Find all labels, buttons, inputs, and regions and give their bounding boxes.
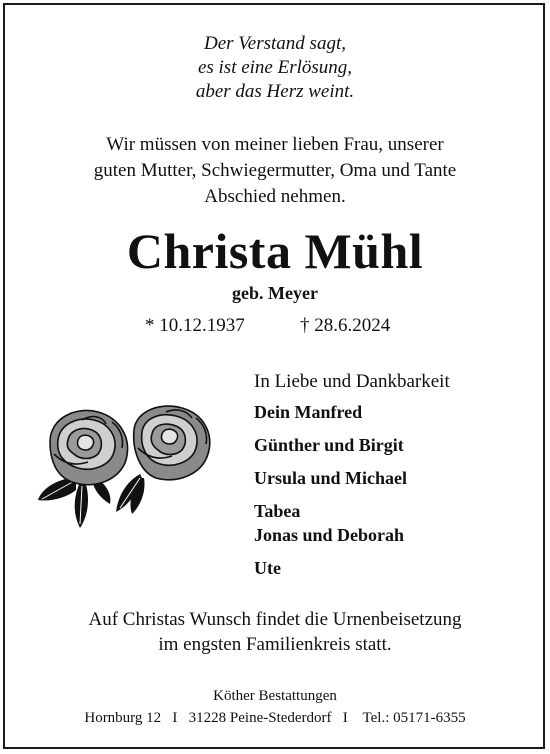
funeral-home — [0, 686, 550, 728]
intro-line: Abschied nehmen. — [204, 186, 346, 207]
quote-line: aber das Herz weint. — [195, 81, 355, 102]
intro-line: Wir müssen von meiner lieben Frau, unserer — [106, 134, 444, 155]
quote — [0, 32, 550, 104]
mourner-name: Jonas und Deborah — [254, 525, 405, 545]
closing-text — [0, 607, 550, 657]
intro-line: guten Mutter, Schwiegermutter, Oma und Tante — [93, 160, 457, 181]
roses-illustration — [36, 400, 226, 537]
quote-line: es ist eine Erlösung, — [197, 57, 353, 78]
funeral-home-name: Köther Bestattungen — [213, 688, 337, 704]
mourners-list — [254, 370, 450, 580]
intro-text — [0, 132, 550, 210]
birth-date: * 10.12.1937 — [145, 315, 245, 336]
mourner-name: Ursula und Michael — [254, 468, 408, 488]
roses-icon — [36, 400, 226, 532]
closing-line: im engsten Familienkreis statt. — [158, 634, 392, 655]
mourner-name: Dein Manfred — [254, 402, 363, 422]
mourners-intro: In Liebe und Dankbarkeit — [254, 371, 450, 392]
quote-line: Der Verstand sagt, — [204, 33, 346, 54]
funeral-home-address: Hornburg 12 I 31228 Peine-Stederdorf I Tel.: 05171-6355 — [84, 710, 466, 726]
deceased-name: Christa Mühl — [126, 223, 424, 279]
maiden-name: geb. Meyer — [232, 283, 318, 303]
mourner-name: Ute — [254, 558, 281, 578]
death-date: † 28.6.2024 — [300, 315, 391, 336]
closing-line: Auf Christas Wunsch findet die Urnenbeisetzung — [88, 609, 462, 630]
mourner-name: Tabea — [254, 501, 301, 521]
mourner-name: Günther und Birgit — [254, 435, 404, 455]
